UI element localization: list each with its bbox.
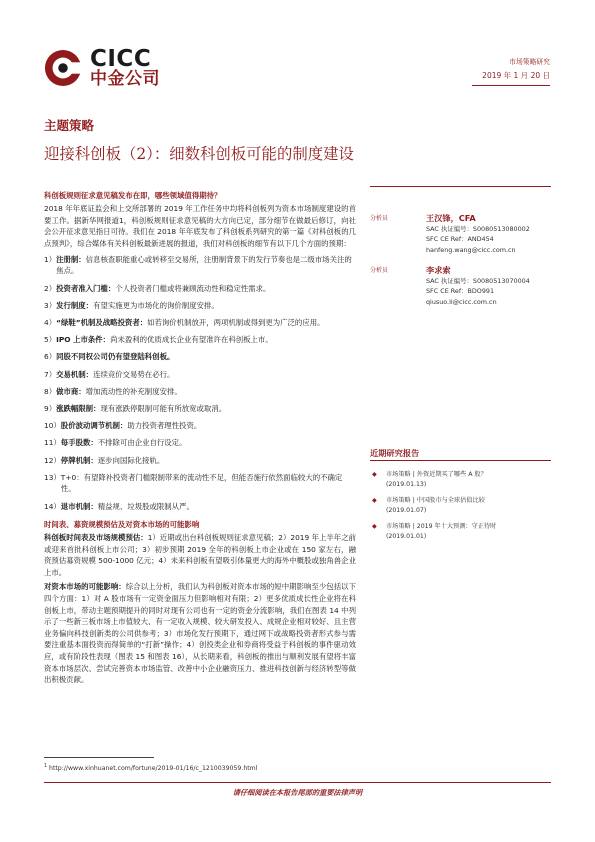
report-subject: 主题策略 — [44, 118, 95, 133]
expectation-item — [44, 351, 356, 363]
recent-report-body — [386, 522, 551, 543]
recent-reports-list — [372, 470, 551, 547]
logo-text-cn: 中金公司 — [90, 69, 160, 89]
item-label: 退市机制： — [60, 501, 98, 511]
expectation-item — [44, 403, 356, 415]
header-divider — [472, 85, 550, 86]
item-number: 12） — [44, 455, 61, 465]
item-label: 交易机制： — [56, 369, 94, 379]
item-label: 注册制： — [56, 254, 86, 264]
bullet-icon: ◆ — [372, 496, 377, 504]
expectation-item — [44, 334, 356, 346]
item-body — [56, 254, 356, 277]
section2-p1-lead: 科创板时间表及市场规模预估： — [44, 533, 148, 543]
item-number: 13） — [44, 472, 61, 482]
item-body — [56, 300, 356, 312]
footer-disclaimer: 请仔细阅读在本报告尾部的重要法律声明 — [232, 788, 363, 797]
item-text: 现有涨跌停限制可能有所放宽或取消。 — [100, 403, 227, 413]
item-body — [56, 351, 356, 363]
analyst-info — [426, 264, 530, 307]
item-label: 股价波动调节机制： — [60, 421, 128, 431]
item-label: 做市商： — [56, 386, 86, 396]
recent-report-item[interactable] — [372, 522, 551, 543]
item-text: 连续竞价交易势在必行。 — [93, 369, 175, 379]
item-number: 3） — [44, 300, 57, 310]
main-content — [44, 190, 356, 686]
analyst-info — [426, 212, 530, 255]
item-number: 2） — [44, 283, 57, 293]
item-number: 5） — [44, 335, 57, 345]
section2-p2-lead: 对资本市场的可能影响： — [44, 582, 126, 592]
expectation-item — [44, 254, 356, 277]
item-number: 4） — [44, 318, 57, 328]
expectation-item — [44, 501, 356, 513]
footnote — [44, 761, 257, 775]
analyst-detail[interactable]: qiusuo.li@cicc.com.cn — [426, 297, 497, 306]
item-body — [56, 317, 356, 329]
recent-report-date: (2019.01.01) — [386, 533, 427, 541]
recent-report-title: 市场策略 | 外资近期买了哪些 A 股？ — [386, 471, 487, 478]
report-date: 2019 年 1 月 20 日 — [482, 71, 550, 80]
item-number: 10） — [44, 421, 61, 431]
item-body — [56, 386, 356, 398]
item-text: 助力投资者理性投资。 — [127, 421, 202, 431]
item-body — [61, 437, 356, 449]
item-label: 发行制度： — [56, 300, 94, 310]
footnote-divider — [44, 757, 154, 758]
section2-p2-text: 综合以上分析，我们认为科创板对资本市场的短中期影响至少包括以下四个方面：1）对 A 股市场有一定资金面压力但影响相对有限；2）更多优质成长性企业将在科创板上市，带动主题预期提升的同时对现有公司也有一定的资金分流影响，我们在图表 14 中列示了一些新三板市场上市值较大、有一定收入规模、较大研发投入、成规企业相对较好、且主营业务偏向科技创新类的公司供参考；3）市场化发行预期下，通过网下或战略投资者形式参与需要注重基本面投资而得简单的“打新”操作；4）创投类企业和券商将受益于科创板的事件驱动效应，或有阶段性表现（图表 15 和图表 16），从长期来看，科创板的推出与顺利发展有望将丰富资本市场层次、尝试完善资本市场监管、改善中小企业融资压力、推进科技创新与经济转型等做出积极贡献。 — [44, 582, 356, 685]
item-text: 不排除可由企业自行设定。 — [97, 438, 187, 448]
recent-report-date: (2019.01.07) — [386, 507, 427, 515]
item-label: 涨跌幅限制： — [56, 403, 101, 413]
item-body — [56, 403, 356, 415]
recent-report-body — [386, 470, 551, 491]
analyst-tag: 分析员 — [370, 267, 389, 274]
analyst-detail: SFC CE Ref：BDO991 — [426, 287, 495, 296]
section2-paragraph-1 — [44, 532, 356, 578]
expectation-item — [44, 317, 356, 329]
header-meta — [482, 55, 550, 83]
sidebar-top-divider — [370, 186, 551, 187]
footnote-number: 1 — [44, 764, 48, 769]
item-body — [61, 501, 356, 513]
recent-report-title: 市场策略 | 2019 年十大预测：守正待时 — [386, 522, 497, 530]
item-label: 投资者准入门槛： — [56, 283, 116, 293]
expectation-item — [44, 369, 356, 381]
item-body — [61, 472, 356, 495]
item-body — [56, 283, 356, 295]
item-text: 个人投资者门槛或将兼顾流动性和稳定性需求。 — [115, 283, 271, 293]
recent-report-item[interactable] — [372, 470, 551, 491]
bullet-icon: ◆ — [372, 471, 377, 478]
item-number: 14） — [44, 501, 61, 511]
expectation-item — [44, 386, 356, 398]
recent-report-date: (2019.01.13) — [386, 481, 427, 489]
item-label: 每手股数： — [60, 438, 98, 448]
cicc-logo — [44, 47, 184, 95]
item-body — [61, 455, 356, 467]
item-body — [56, 334, 356, 346]
footer-divider — [44, 782, 551, 783]
cicc-logo-mark-icon — [44, 49, 82, 87]
recent-reports-divider — [370, 460, 551, 461]
analyst-detail: SAC 执证编号：S0080513070004 — [426, 277, 530, 285]
item-label: 同股不同权公司仍有望登陆科创板。 — [56, 352, 175, 362]
analyst-detail: SFC CE Ref：AND454 — [426, 235, 494, 244]
item-number: 11） — [44, 438, 61, 448]
analyst-detail: SAC 执证编号：S0080513080002 — [426, 225, 530, 233]
expectation-item — [44, 455, 356, 467]
section1-heading: 科创板规则征求意见稿发布在即，哪些领域值得期待？ — [44, 191, 222, 200]
section1-intro: 2018 年年底证监会和上交所部署的 2019 年工作任务中均将科创板列为资本市场制度建设的首要工作。据新华网报道1，科创板规则征求意见稿的大方向已定，部分细节在做最后修订，向社会公开征求意见指日可待。我们在 2018 年年底发布了科创板系列研究的第一篇《对科创板的几点预判》，综合媒体有关科创板最新进展的报道，我们对科创板的细节有以下几个方面的预期： — [44, 204, 356, 248]
report-type: 市场策略研究 — [509, 58, 550, 66]
expectation-item — [44, 420, 356, 432]
expectation-item — [44, 283, 356, 295]
item-text: 信息核查职能重心或转移至交易所，注册制背景下的发行节奏也是二级市场关注的焦点。 — [56, 254, 352, 276]
recent-reports-heading: 近期研究报告 — [370, 448, 420, 458]
expectation-item — [44, 472, 356, 495]
footnote-link[interactable]: http://www.xinhuanet.com/fortune/2019-01/16/c_1210039059.html — [49, 765, 258, 773]
item-number: 1） — [44, 254, 57, 264]
item-label: 停牌机制： — [60, 455, 98, 465]
item-text: 精益规、垃圾股或限制从严。 — [97, 501, 194, 511]
recent-report-item[interactable] — [372, 496, 551, 517]
item-number: 6） — [44, 352, 57, 362]
item-body — [61, 420, 356, 432]
item-label: IPO 上市条件： — [56, 335, 111, 345]
item-body — [56, 369, 356, 381]
item-label: “绿鞋”机制及战略投资者： — [56, 318, 148, 328]
item-text: 如若询价机制放开，两项机制或得到更为广泛的应用。 — [147, 318, 325, 328]
section2-heading: 时间表、募资规模预估及对资本市场的可能影响 — [44, 520, 200, 530]
item-number: 9） — [44, 403, 57, 413]
item-text: 逐步向国际化接轨。 — [97, 455, 165, 465]
analyst-name: 李求索 — [426, 265, 451, 275]
analyst-name: 王汉锋，CFA — [426, 213, 476, 223]
item-text: 尚未盈利的优质成长企业有望准许在科创板上市。 — [110, 335, 273, 345]
expectation-item — [44, 437, 356, 449]
logo-text-en: CICC — [90, 46, 152, 72]
analyst-tag: 分析员 — [370, 215, 389, 222]
recent-report-body — [386, 496, 551, 517]
section2-paragraph-2 — [44, 581, 356, 685]
item-text: T+0：有望降补投资者门槛限制带来的流动性不足，但能否施行依然面临较大的不确定性。 — [60, 472, 343, 494]
bullet-icon: ◆ — [372, 522, 377, 530]
expectation-list — [44, 254, 356, 512]
item-text: 增加流动性的补充制度安排。 — [85, 386, 182, 396]
item-number: 7） — [44, 369, 57, 379]
section2-p1-text: 1）近期或出台科创板规则征求意见稿；2）2019 年上半年之前或迎来首批科创板上市公司；3）初步预期 2019 全年的科创板上市企业或在 150 家左右，融资预估募资规模 500-1000 亿元；4）未来科创板有望吸引体量更大的海外中概股或独角兽企业上市。 — [44, 533, 356, 577]
analyst-detail[interactable]: hanfeng.wang@cicc.com.cn — [426, 245, 516, 254]
report-title: 迎接科创板（2）：细数科创板可能的制度建设 — [44, 145, 354, 163]
expectation-item — [44, 300, 356, 312]
recent-report-title: 市场策略 | 中国股市与全球估值比较 — [386, 496, 485, 504]
item-text: 有望实施更为市场化的询价制度安排。 — [93, 300, 219, 310]
item-number: 8） — [44, 386, 57, 396]
